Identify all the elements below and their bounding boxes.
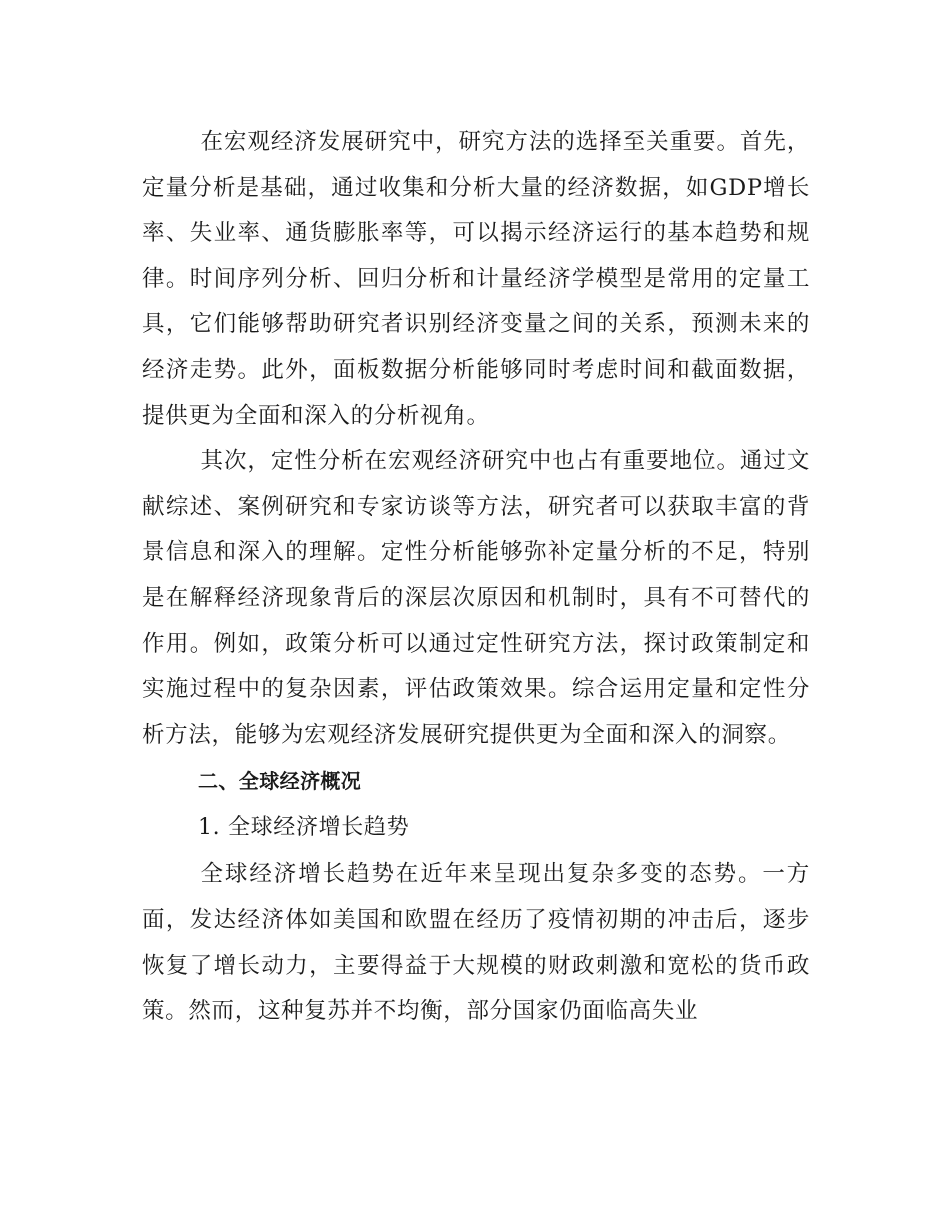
paragraph-global-growth: 全球经济增长趋势在近年来呈现出复杂多变的态势。一方面，发达经济体如美国和欧盟在经历了疫情初期的冲击后，逐步恢复了增长动力，主要得益于大规模的财政刺激和宽松的货币政策。然而，这种复苏并不均衡，部分国家仍面临高失业: [142, 861, 810, 1025]
paragraph-research-methods-qualitative: 其次，定性分析在宏观经济研究中也占有重要地位。通过文献综述、案例研究和专家访谈等方法，研究者可以获取丰富的背景信息和深入的理解。定性分析能够弥补定量分析的不足，特别是在解释经济现象背后的深层次原因和机制时，具有不可替代的作用。例如，政策分析可以通过定性研究方法，探讨政策制定和实施过程中的复杂因素，评估政策效果。综合运用定量和定性分析方法，能够为宏观经济发展研究提供更为全面和深入的洞察。: [142, 448, 810, 748]
section-heading: 二、全球经济概况: [198, 769, 362, 794]
subsection-heading: 1. 全球经济增长趋势: [198, 815, 410, 841]
paragraph-research-methods-quantitative: 在宏观经济发展研究中，研究方法的选择至关重要。首先，定量分析是基础，通过收集和分析大量的经济数据，如GDP增长率、失业率、通货膨胀率等，可以揭示经济运行的基本趋势和规律。时间序列分析、回归分析和计量经济学模型是常用的定量工具，它们能够帮助研究者识别经济变量之间的关系，预测未来的经济走势。此外，面板数据分析能够同时考虑时间和截面数据，提供更为全面和深入的分析视角。: [142, 129, 810, 429]
document-page: [142, 120, 810, 1035]
